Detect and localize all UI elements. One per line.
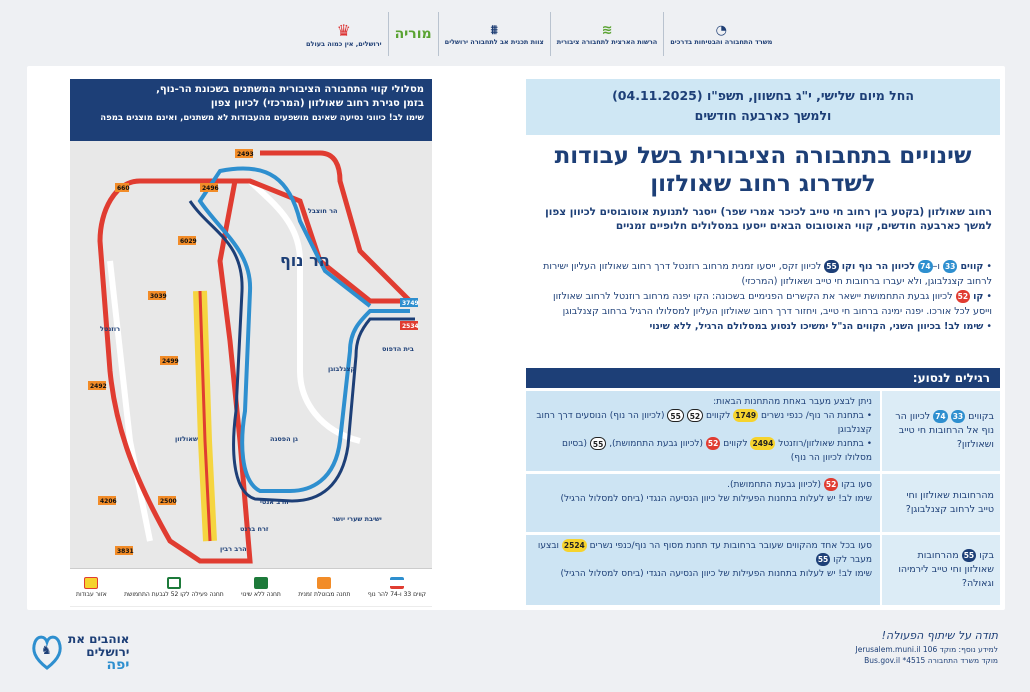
- info-line: מוקד משרד התחבורה 4515* Bus.gov.il: [864, 656, 998, 665]
- bullet-item: • שימו לב! בכיוון השני, הקווים הנ"ל ימשיכו לנסוע במסלולם הרגיל, ללא שינוי: [649, 321, 992, 332]
- neighborhood-label: הר נוף: [280, 251, 330, 270]
- stop-tag: 2492: [90, 383, 107, 390]
- line-badge: 52: [707, 439, 719, 448]
- stripes-icon: ≋: [601, 22, 613, 38]
- ministry-logo: ◔ משרד התחבורה והבטיחות בדרכים: [663, 12, 778, 56]
- faq-answer: סעו בכל אחד מהקווים שעובר ברחובות עד תחנת מסוף הר נוף/כנפי נשרים 2524 ובצעו מעבר לקו 55 שימו לב! יש לעלות בתחנות הפעילות של כיוון הנסיעה הנגדי (ביחס למסלול הרגיל): [526, 535, 880, 605]
- bullet-item: • קווים 33 ו–74 לכיוון הר נוף וקו 55 לכיוון זקס, ייסעו זמנית מרחוב רוזנטל דרך רחוב שאולזון העליון ישירות לרחוב קצנלבוגן, ולא יעברו ברחובות חי טייב ושאולזון (המרכזי): [543, 261, 992, 287]
- bus-stop-icon: [254, 577, 268, 589]
- slogan-logo: ♞ אוהבים את ירושלים יפה: [32, 632, 129, 672]
- faq-row: [526, 474, 1000, 532]
- intro-text: רחוב שאולזון (בקטע בין רחוב חי טייב לכיכר אמרי שפר) ייסגר לתנועת אוטובוסים לכיוון צפון למשך כארבעה חודשים, קווי האוטובוס הבאים ייסעו במסלולים חלופיים זמניים: [545, 206, 992, 232]
- stop-badge: 2524: [563, 541, 585, 550]
- map-legend: [70, 568, 432, 606]
- section-header: רגילים לנסוע:: [526, 368, 1000, 388]
- bridge-icon: ⩩: [490, 22, 498, 38]
- logo-bar: [300, 10, 773, 58]
- legend-item: אזור עבודות: [76, 577, 107, 598]
- line-badge: 55: [667, 409, 683, 422]
- stop-tag: 2534: [402, 323, 419, 330]
- line-badge: 52: [957, 292, 969, 301]
- city-logo: ♛ ירושלים, אין כמוה בעולם: [306, 20, 382, 48]
- faq-row: [526, 535, 1000, 605]
- legend-item: תחנה מבוטלת זמנית: [298, 577, 350, 598]
- stop-tag: 2500: [160, 498, 177, 505]
- heart-lion-icon: [32, 632, 62, 672]
- line-badge: 33: [944, 262, 956, 271]
- route-map-svg: [70, 141, 432, 568]
- stop-tag: 6029: [180, 238, 197, 245]
- street-label: הר חוצבל: [308, 207, 338, 215]
- bullet-item: • קו 52 לכיוון גבעת התחמושת יישאר את הקשרים הפנימיים בשכונה: הקו יפנה מרחוב רוזנטל לרחוב שאולזון וייסע לכל אורכו. יפנה ימינה ברחוב חי טייב, ויחזור דרך רחוב שאולזון העליון למסלולו הרגיל ברחוב קצנלבוגן: [553, 291, 992, 317]
- works-icon: [84, 577, 98, 589]
- stop-tag: 3831: [117, 548, 134, 555]
- stop-tag: 3749: [402, 300, 419, 307]
- national-authority-logo: ≋ הרשות הארצית לתחבורה ציבורית: [550, 12, 664, 56]
- street-label: קצנלבוגן: [328, 365, 356, 373]
- date-box: החל מיום שלישי, י"ג בחשוון, תשפ"ו (04.11.2025) ולמשך כארבעה חודשים: [526, 79, 1000, 135]
- street-label: רוזנטל: [100, 325, 121, 333]
- street-label: הרב אנטי: [260, 498, 289, 506]
- stop-tag: 660: [117, 185, 130, 192]
- place-label: גן הפסגה: [270, 435, 298, 443]
- stop-tag: 2496: [202, 185, 219, 192]
- line-badge: 52: [687, 409, 703, 422]
- stop-badge: 1749: [735, 411, 757, 420]
- route-map: [70, 141, 432, 607]
- route-swatch-icon: [390, 577, 404, 589]
- ministry-emblem-icon: ◔: [715, 22, 727, 38]
- line-badge: 55: [817, 555, 829, 564]
- line-badge: 55: [963, 551, 975, 560]
- legend-item: תחנה פעילה לקו 52 לגבעת התחמושת: [124, 577, 224, 598]
- place-label: בית הדפוס: [382, 345, 414, 353]
- street-label: זרח ברנט: [240, 525, 269, 533]
- place-label: ישיבת שערי יושר: [332, 515, 382, 523]
- svg-text:♞: ♞: [41, 643, 52, 657]
- street-label: שאולזון: [175, 435, 198, 443]
- stop-tag: 4206: [100, 498, 117, 505]
- jerusalem-transport-logo: ⩩ צוות תכנית אב לתחבורה ירושלים: [438, 12, 550, 56]
- moria-logo: מוריה: [388, 12, 438, 56]
- faq-row: [526, 391, 1000, 471]
- faq-question: בקו 55 מהרחובות שאולזון וחי טייב לירמיהו וגאולה?: [882, 535, 1000, 605]
- stop-tag: 2499: [162, 358, 179, 365]
- stop-badge: 2494: [752, 439, 774, 448]
- bus-stop-icon: [167, 577, 181, 589]
- legend-item: תחנה ללא שינוי: [241, 577, 281, 598]
- faq-question: מהרחובות שאולזון וחי טייב לרחוב קצנלבוגן?: [882, 474, 1000, 532]
- stop-tag: 2493: [237, 151, 254, 158]
- line-badge: 55: [826, 262, 837, 271]
- faq-answer: סעו בקו 52 (לכיוון גבעת התחמושת). שימו לב! יש לעלות בתחנות הפעילות של כיוון הנסיעה הנגדי (ביחס למסלול הרגיל): [526, 474, 880, 532]
- line-badge: 52: [825, 480, 837, 489]
- info-line: למידע נוסף: מוקד 106 Jerusalem.muni.il: [855, 645, 998, 654]
- bus-stop-icon: [317, 577, 331, 589]
- bullet-list: [526, 260, 1000, 360]
- faq-question: בקווים 33 74 לכיוון הר נוף אל הרחובות חי טייב ושאולזון?: [882, 391, 1000, 471]
- page-title: שינויים בתחבורה הציבורית בשל עבודות לשדרוג רחוב שאולזון: [554, 143, 972, 197]
- line-badge: 55: [590, 437, 606, 450]
- street-label: הרב רבין: [220, 545, 247, 553]
- line-badge: 74: [935, 412, 946, 421]
- city-emblem-icon: ♛: [336, 20, 351, 40]
- footer-info: תודה על שיתוף הפעולה! למידע נוסף: מוקד 106 Jerusalem.muni.il מוקד משרד התחבורה 4515* Bus.gov.il: [855, 629, 998, 665]
- map-header: מסלולי קווי התחבורה הציבורית המשתנים בשכונת הר-נוף, בזמן סגירת רחוב שאולזון (המרכזי) לכיוון צפון שימו לב! כיווני נסיעה שאינם מושפעים מהעבודות לא משתנים, ואינם מוצגים במפה: [70, 79, 432, 141]
- legend-item: קווים 33 ו-74 להר נוף: [368, 577, 426, 598]
- line-badge: 74: [920, 262, 931, 271]
- line-badge: 33: [952, 412, 964, 421]
- faq-answer: ניתן לבצע מעבר באחת מהתחנות הבאות: • בתחנת הר נוף/ כנפי נשרים 1749 לקווים 52 55 (לכיוון הר נוף) הנוסעים דרך רחוב קצנלבוגן • בתחנת שאולזון/רוזנטל 2494 לקווים 52 (לכיוון גבעת התחמושת), 55 (בסיום מסלולו לכיוון הר נוף): [526, 391, 880, 471]
- stop-tag: 3039: [150, 293, 167, 300]
